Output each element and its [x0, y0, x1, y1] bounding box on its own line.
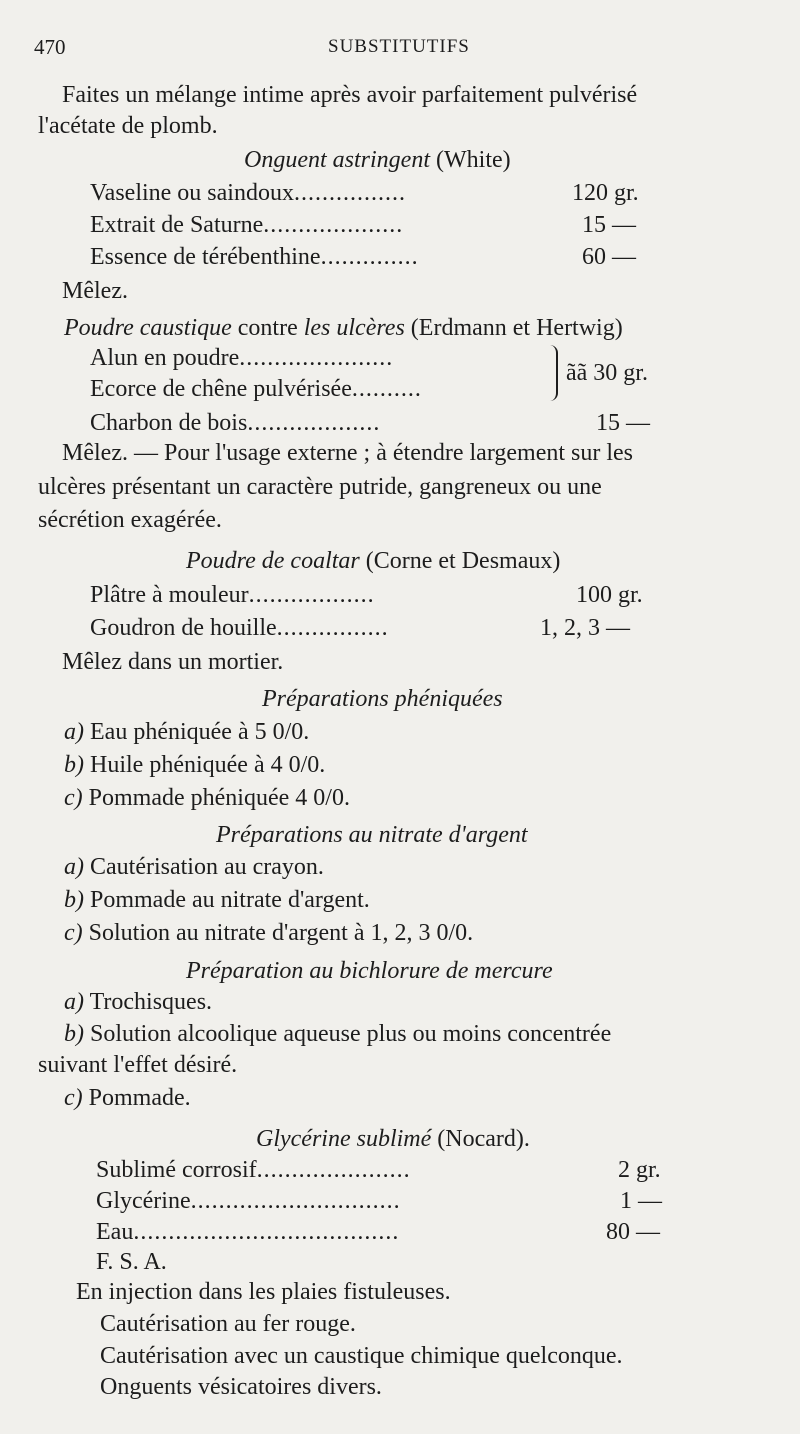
paragraph-line: Cautérisation avec un caustique chimique quelconque.	[100, 1343, 623, 1369]
ingredient-quantity: 15 —	[582, 212, 636, 238]
paragraph-line: Onguents vésicatoires divers.	[100, 1374, 382, 1400]
running-title: SUBSTITUTIFS	[328, 36, 470, 57]
list-item: b) Pommade au nitrate d'argent.	[64, 887, 370, 913]
section-title: Préparations phéniquées	[262, 686, 503, 712]
ingredient-quantity: 1 —	[620, 1188, 662, 1214]
ingredient-quantity: 120 gr.	[572, 180, 639, 206]
ingredient-row: Extrait de Saturne....................	[90, 212, 404, 238]
ingredient-row: Eau......................................	[96, 1219, 400, 1245]
list-item: b) Huile phéniquée à 4 0/0.	[64, 752, 326, 778]
recipe-title: Glycérine sublimé (Nocard).	[256, 1126, 530, 1152]
paragraph-line: Cautérisation au fer rouge.	[100, 1311, 356, 1337]
grouping-brace	[548, 345, 558, 401]
ingredient-quantity: 60 —	[582, 244, 636, 270]
recipe-title: Onguent astringent (White)	[244, 147, 511, 173]
page-number: 470	[34, 35, 66, 59]
paragraph-line: Faites un mélange intime après avoir parfaitement pulvérisé	[62, 82, 638, 108]
section-title: Préparation au bichlorure de mercure	[186, 958, 553, 984]
ingredient-row: Vaseline ou saindoux................	[90, 180, 406, 206]
ingredient-row: Alun en poudre......................	[90, 345, 394, 371]
ingredient-quantity: 100 gr.	[576, 582, 643, 608]
ingredient-quantity: ãã 30 gr.	[566, 360, 648, 386]
ingredient-row: Goudron de houille................	[90, 615, 389, 641]
paragraph-line: Mêlez.	[62, 278, 128, 304]
list-item: c) Pommade.	[64, 1085, 191, 1111]
list-item: a) Trochisques.	[64, 989, 213, 1015]
ingredient-quantity: 80 —	[606, 1219, 660, 1245]
ingredient-row: Glycérine..............................	[96, 1188, 401, 1214]
formula-note: F. S. A.	[96, 1249, 167, 1275]
ingredient-quantity: 15 —	[596, 410, 650, 436]
paragraph-line: suivant l'effet désiré.	[38, 1052, 238, 1078]
ingredient-row: Charbon de bois...................	[90, 410, 381, 436]
ingredient-row: Plâtre à mouleur..................	[90, 582, 375, 608]
recipe-title: Poudre caustique contre les ulcères (Erdmann et Hertwig)	[64, 315, 623, 341]
paragraph-line: sécrétion exagérée.	[38, 507, 222, 533]
ingredient-row: Ecorce de chêne pulvérisée..........	[90, 376, 422, 402]
list-item: a) Eau phéniquée à 5 0/0.	[64, 719, 310, 745]
ingredient-quantity: 2 gr.	[618, 1157, 661, 1183]
list-item: c) Solution au nitrate d'argent à 1, 2, 3 0/0.	[64, 920, 474, 946]
ingredient-quantity: 1, 2, 3 —	[540, 615, 630, 641]
recipe-title: Poudre de coaltar (Corne et Desmaux)	[186, 548, 561, 574]
paragraph-line: Mêlez dans un mortier.	[62, 649, 284, 675]
ingredient-row: Sublimé corrosif......................	[96, 1157, 411, 1183]
list-item: a) Cautérisation au crayon.	[64, 854, 324, 880]
ingredient-row: Essence de térébenthine..............	[90, 244, 419, 270]
paragraph-line: Mêlez. — Pour l'usage externe ; à étendre largement sur les	[62, 440, 634, 466]
paragraph-line: En injection dans les plaies fistuleuses.	[76, 1279, 451, 1305]
paragraph-line: ulcères présentant un caractère putride, gangreneux ou une	[38, 474, 602, 500]
list-item: b) Solution alcoolique aqueuse plus ou moins concentrée	[64, 1021, 612, 1047]
paragraph-line: l'acétate de plomb.	[38, 113, 218, 139]
list-item: c) Pommade phéniquée 4 0/0.	[64, 785, 350, 811]
section-title: Préparations au nitrate d'argent	[216, 822, 528, 848]
